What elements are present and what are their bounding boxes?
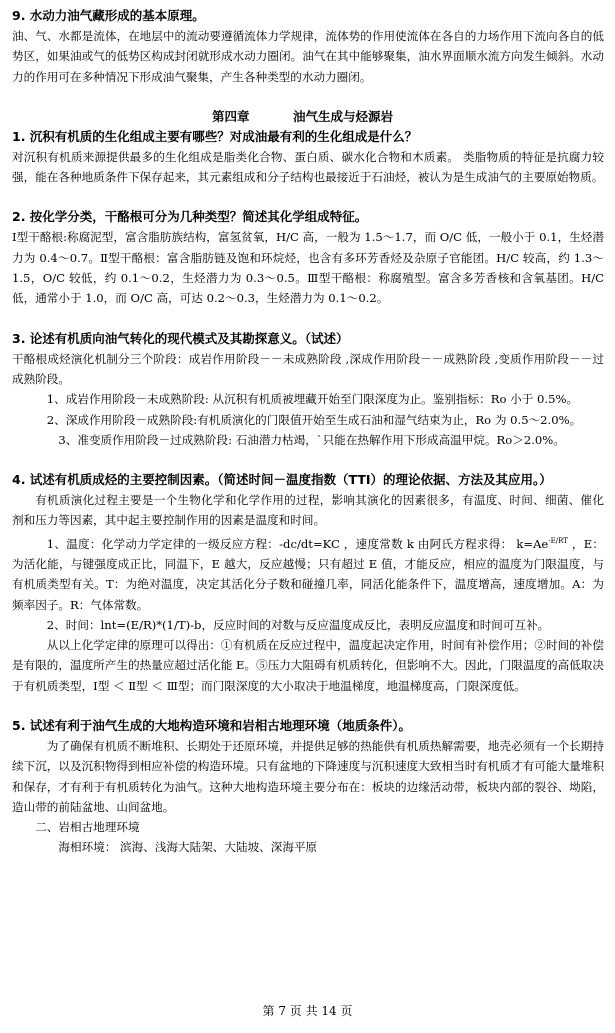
spacer [12,309,604,329]
question-1-answer: 对沉积有机质来源提供最多的生化组成是脂类化合物、蛋白质、碳水化合物和木质素。 类脂物质的特征是抗腐力较强，能在各种地质条件下保存起来，其元素组成和分子结构也最接近于石油烃，被认为是生成油气的主要原始物质。 [12,149,604,185]
question-2-answer: Ⅰ型干酪根:称腐泥型，富含脂肪族结构，富氢贫氧，H/C 高，一般为 1.5～1.7，而 O/C 低，一般小于 0.1，生烃潜力为 0.4～0.7。Ⅱ型干酪根：富含脂肪链及饱和环烷烃，也含有多环芳香烃及杂原子官能团。H/C 较高，约 1.3～1.5，O/C 较低，约 0.1～0.2，生烃潜力为 0.3～0.5。Ⅲ型干酪根：称腐殖型。富含多芳香核和含氧基团。H/C 低，通常小于 1.0，而 O/C 高，可达 0.2～0.3，生烃潜力为 0.1～0.2。 [12,230,604,306]
section-9-paragraph: 油、气、水都是流体，在地层中的流动要遵循流体力学规律，流体势的作用使流体在各自的力场作用下流向各自的低势区，如果油或气的低势区构成封闭就形成水动力圈闭。油气在其中能够聚集，油水界面顺水流方向发生倾斜。水动力的作用可在多种情况下形成油气聚集，产生各种类型的水动力圈闭。 [12,29,604,84]
question-4-temperature [12,531,604,615]
question-5-answer: 为了确保有机质不断堆积、长期处于还原环境，并提供足够的热能供有机质热解需要，地壳必须有一个长期持续下沉，以及沉积物得到相应补偿的构造环境。只有盆地的下降速度与沉积速度大致相当时有机质才有可能大量堆积和保存，才有利于有机质转化为油气。这种大地构造环境主要分布在：板块的边缘活动带，板块内部的裂谷、坳陷，造山带的前陆盆地、山间盆地。 [12,738,604,814]
question-1-heading: 1. 沉积有机质的生化组成主要有哪些？对成油最有利的生化组成是什么？ [12,128,418,144]
temperature-text-a: 1、温度：化学动力学定律的一级反应方程：-dc/dt=KC ，速度常数 k 由阿氏方程求得： k=Ae [46,536,549,551]
arrhenius-exponent: -E/RT [548,536,568,545]
page-footer: 第 7 页 共 14 页 [262,1004,353,1018]
question-3-stage-1: 1、成岩作用阶段－未成熟阶段: 从沉积有机质被埋藏开始至门限深度为止。鉴别指标：Ro 小于 0.5%。 [46,392,579,407]
question-2-heading: 2. 按化学分类，干酪根可分为几种类型？简述其化学组成特征。 [12,209,368,225]
question-5-marine-environment: 海相环境： 滨海、浅海大陆架、大陆坡、深海平原 [58,840,318,855]
spacer [12,696,604,716]
question-3-stage-3: 3、准变质作用阶段－过成熟阶段: 石油潜力枯竭，`只能在热解作用下形成高温甲烷。Ro＞2.0%。 [58,432,565,447]
section-9-heading: 9. 水动力油气藏形成的基本原理。 [12,8,205,23]
chapter-heading [12,107,604,127]
question-4-conclusion: 从以上化学定律的原理可以得出：①有机质在反应过程中，温度起决定作用，时间有补偿作用；②时间的补偿是有限的，温度所产生的热量应超过活化能 E。⑤压力大阻碍有机质转化，但影响不大。因此，门限温度的高低取决于有机质类型，Ⅰ型 ＜ Ⅱ型 ＜ Ⅲ型；而门限深度的大小取决于地温梯度，地温梯度高，门限深度低。 [12,638,604,693]
question-5-subheading: 二、岩相古地理环境 [35,820,140,835]
question-3-stage-2: 2、深成作用阶段－成熟阶段:有机质演化的门限值开始至生成石油和湿气结束为止，Ro 为 0.5～2.0%。 [46,412,582,427]
question-3-intro: 干酪根成烃演化机制分三个阶段：成岩作用阶段－－未成熟阶段 ,深成作用阶段－－成熟阶段 ,变质作用阶段－－过成熟阶段。 [12,351,604,386]
question-5-heading: 5. 试述有利于油气生成的大地构造环境和岩相古地理环境（地质条件）。 [12,717,412,733]
chapter-number: 第四章 [212,108,250,124]
spacer [12,87,604,107]
question-3-heading: 3. 论述有机质向油气转化的现代模式及其勘探意义。（试述） [12,330,349,346]
temperature-text-b: ，E：为活化能，与键强度成正比，同温下，E 越大，反应越慢；只有超过 E 值，才能反应，相应的温度为门限温度，与有机质类型有关。T：为绝对温度，决定其活化分子数和碰撞几率，同活化能条件下，温度增高，速度增加。A：为频率因子。R：气体常数。 [12,536,605,612]
question-4-intro: 有机质演化过程主要是一个生物化学和化学作用的过程，影响其演化的因素很多，有温度、时间、细菌、催化 剂和压力等因素，其中起主要控制作用的因素是温度和时间。 [12,493,604,528]
document-page [12,6,604,858]
question-4-time: 2、时间：lnt=(E/R)*(1/T)-b，反应时间的对数与反应温度成反比，表明反应温度和时间可互补。 [46,617,550,632]
spacer [12,450,604,470]
chapter-title: 油气生成与烃源岩 [293,108,394,124]
question-4-heading: 4. 试述有机质成烃的主要控制因素。（简述时间－温度指数（TTI）的理论依据、方法及其应用。） [12,472,552,488]
spacer [12,187,604,207]
